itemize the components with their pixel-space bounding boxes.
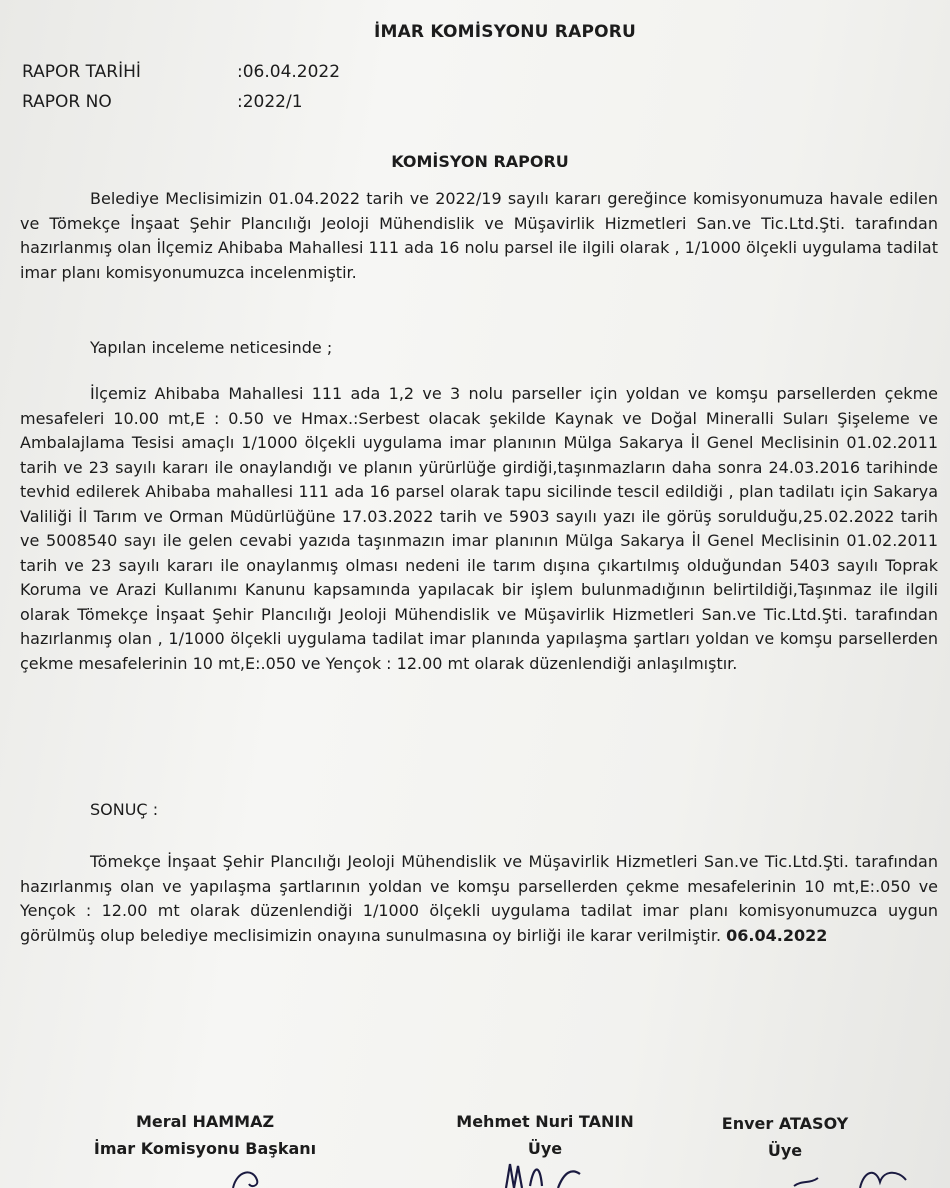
intro-paragraph: Belediye Meclisimizin 01.04.2022 tarih ve 2022/19 sayılı kararı gereğince komisyonumuza havale edilen ve Tömekçe İnşaat Şehir Plancılığı Jeoloji Mühendislik ve Müşavirlik Hizmetleri San.ve Tic.Ltd.Şti. tarafından hazırlanmış olan İlçemiz Ahibaba Mahallesi 111 ada 16 nolu parsel ile ilgili olarak , 1/1000 ölçekli uygulama tadilat imar planı komisyonumuzca incelenmiştir. [20, 189, 938, 282]
result-text: Tömekçe İnşaat Şehir Plancılığı Jeoloji Mühendislik ve Müşavirlik Hizmetleri San.ve Tic.Ltd.Şti. tarafından hazırlanmış olan ve yapılaşma şartlarının yoldan ve komşu parsellerden çekme mesafelerinin 10 mt,E:.050 ve Yençok : 12.00 mt olarak düzenlendiği 1/1000 ölçekli uygulama tadilat imar planı komisyonumuzca uygun görülmüş olup belediye meclisimizin onayına sunulmasına oy birliği ile karar verilmiştir. [20, 852, 938, 945]
result-paragraph [20, 850, 938, 948]
signature-block-member-2 [700, 1110, 870, 1164]
report-no-row [22, 80, 303, 112]
signer-name: Enver ATASOY [721, 1114, 849, 1133]
report-date-value: :06.04.2022 [237, 62, 341, 82]
result-date: 06.04.2022 [726, 925, 828, 945]
signature-mark-2 [500, 1158, 590, 1188]
signature-mark-1 [215, 1160, 275, 1188]
findings-paragraph: İlçemiz Ahibaba Mahallesi 111 ada 1,2 ve 3 nolu parseller için yoldan ve komşu parsellerden çekme mesafeleri 10.00 mt,E : 0.50 ve Hmax.:Serbest olacak şekilde Kaynak ve Doğal Mineralli Suları Şişeleme ve Ambalajlama Tesisi amaçlı 1/1000 ölçekli uygulama imar planının Mülga Sakarya İl Genel Meclisinin 01.02.2011 tarih ve 23 sayılı kararı ile onaylandığı ve planın yürürlüğe girdiği,taşınmazların daha sonra 24.03.2016 tarihinde tevhid edilerek Ahibaba mahallesi 111 ada 16 parsel olarak tapu sicilinde tescil edildiği , plan tadilatı için Sakarya Valiliği İl Tarım ve Orman Müdürlüğüne 17.03.2022 tarih ve 5903 sayılı yazı ile görüş sorulduğu,25.02.2022 tarih ve 5008540 sayı ile gelen cevabi yazıda taşınmazın imar planının Mülga Sakarya İl Genel Meclisinin 01.02.2011 tarih ve 23 sayılı kararı ile onaylanmış olması nedeni ile tarım dışına çıkartılmış olduğundan 5403 sayılı Toprak Koruma ve Arazi Kullanımı Kanunu kapsamında yapılacak bir işlem bulunmadığının belirtildiği,Taşınmaz ile ilgili olarak Tömekçe İnşaat Şehir Plancılığı Jeoloji Mühendislik ve Müşavirlik Hizmetleri San.ve Tic.Ltd.Şti. tarafından hazırlanmış olan , 1/1000 ölçekli uygulama tadilat imar planında yapılaşma şartları yoldan ve komşu parsellerden çekme mesafelerinin 10 mt,E:.050 ve Yençok : 12.00 mt olarak düzenlendiği anlaşılmıştır. [20, 384, 938, 673]
signer-name: Meral HAMMAZ [135, 1112, 275, 1131]
document-title: İMAR KOMİSYONU RAPORU [373, 22, 637, 42]
signature-mark-3 [790, 1162, 920, 1188]
section-title: KOMİSYON RAPORU [391, 152, 569, 171]
report-no-value: :2022/1 [237, 92, 303, 112]
signer-role: Üye [767, 1141, 803, 1160]
report-date-label: RAPOR TARİHİ [22, 62, 141, 82]
report-date-row [22, 52, 340, 82]
result-label: SONUÇ : [90, 800, 159, 819]
report-no-label: RAPOR NO [22, 92, 112, 112]
inspection-lead: Yapılan inceleme neticesinde ; [90, 338, 333, 357]
signature-block-member-1 [440, 1108, 650, 1162]
signer-role: İmar Komisyonu Başkanı [93, 1139, 317, 1158]
signature-block-chair [80, 1108, 330, 1162]
signer-name: Mehmet Nuri TANIN [456, 1112, 634, 1131]
signer-role: Üye [527, 1139, 563, 1158]
